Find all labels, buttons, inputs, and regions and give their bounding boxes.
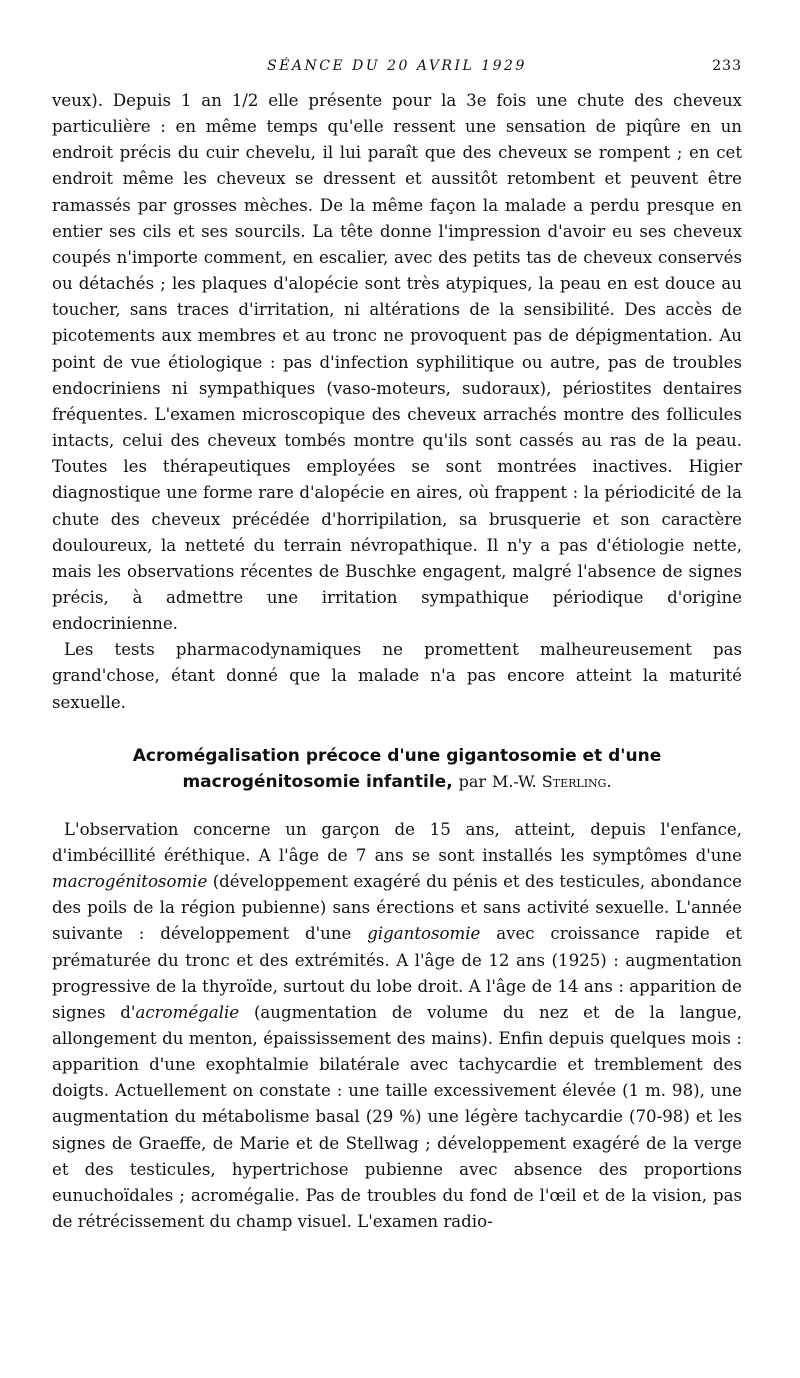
obs-text-2: (développement exagéré du pénis et des testicules, abondance des poils de la région pubienne) sans érections et sans activité sexuelle. L'année suivante : développement d'une [52, 872, 742, 944]
page-number: 233 [712, 58, 742, 74]
obs-text-4: (augmentation de volume du nez et de la langue, allongement du menton, épaississement des mains). Enfin depuis quelques mois : apparition d'une exophtalmie bilatérale avec tachycardie et tremblement des doigts. Actuellement on constate : une taille excessivement élevée (1 m. 98), une augmentation du métabolisme basal (29 %) une légère tachycardie (70-98) et les signes de Graeffe, de Marie et de Stellwag ; développement exagéré de la verge et des testicules, hypertrichose pubienne avec absence des proportions eunuchoïdales ; acromégalie. Pas de troubles du fond de l'œil et de la vision, pas de rétrécissement du champ visuel. L'examen radio- [52, 1002, 742, 1232]
paragraph-tests: Les tests pharmacodynamiques ne promettent malheureusement pas grand'chose, étant donné que la malade n'a pas encore atteint la maturité sexuelle. [52, 640, 742, 712]
term-macrogenitosomie: macrogénitosomie [52, 872, 208, 892]
paragraph-observation [52, 817, 742, 1236]
obs-text-3: avec croissance rapide et prématurée du tronc et des extrémités. A l'âge de 12 ans (1925) : augmentation progressive de la thyroïde, surtout du lobe droit. A l'âge de 14 ans : apparition de signes d' [52, 924, 743, 1022]
byline-prefix: par [458, 771, 487, 791]
article-author: M.-W. Sterling. [491, 771, 612, 791]
running-title: SÉANCE DU 20 AVRIL 1929 [267, 58, 527, 74]
paragraph-continued: veux). Depuis 1 an 1/2 elle présente pour la 3e fois une chute des cheveux particulière : en même temps qu'elle ressent une sensation de piqûre en un endroit précis du cuir chevelu, il lui paraît que des cheveux se rompent ; en cet endroit même les cheveux se dressent et aussitôt retombent et peuvent être ramassés par grosses mèches. De la même façon la malade a perdu presque en entier ses cils et ses sourcils. La tête donne l'impression d'avoir eu ses cheveux coupés n'importe comment, en escalier, avec des petits tas de cheveux conservés ou détachés ; les plaques d'alopécie sont très atypiques, la peau en est douce au toucher, sans traces d'irritation, ni altérations de la sensibilité. Des accès de picotements aux membres et au tronc ne provoquent pas de dépigmentation. Au point de vue étiologique : pas d'infection syphilitique ou autre, pas de troubles endocriniens ni sympathiques (vaso-moteurs, sudoraux), périostites dentaires fréquentes. L'examen microscopique des cheveux arrachés montre des follicules intacts, celui des cheveux tombés montre qu'ils sont cassés au ras de la peau. Toutes les thérapeutiques employées se sont montrées inactives. Higier diagnostique une forme rare d'alopécie en aires, où frappent : la périodicité de la chute des cheveux précédée d'horripilation, sa brusquerie et son caractère douloureux, la netteté du terrain névropathique. Il n'y a pas d'étiologie nette, mais les observations récentes de Buschke engagent, malgré l'absence de signes précis, à admettre une irritation sympathique périodique d'origine endocrinienne. [52, 91, 742, 634]
running-head [52, 58, 742, 80]
article-title: Acromégalisation précoce d'une gigantosomie et d'une macrogénitosomie infantile, [132, 745, 662, 792]
term-gigantosomie: gigantosomie [367, 924, 481, 944]
obs-text-1: L'observation concerne un garçon de 15 ans, atteint, depuis l'enfance, d'imbécillité éréthique. A l'âge de 7 ans se sont installés les symptômes d'une [52, 819, 742, 865]
term-acromegalie: acromégalie [135, 1002, 240, 1022]
body-text [52, 88, 742, 1235]
article-heading [52, 743, 742, 795]
